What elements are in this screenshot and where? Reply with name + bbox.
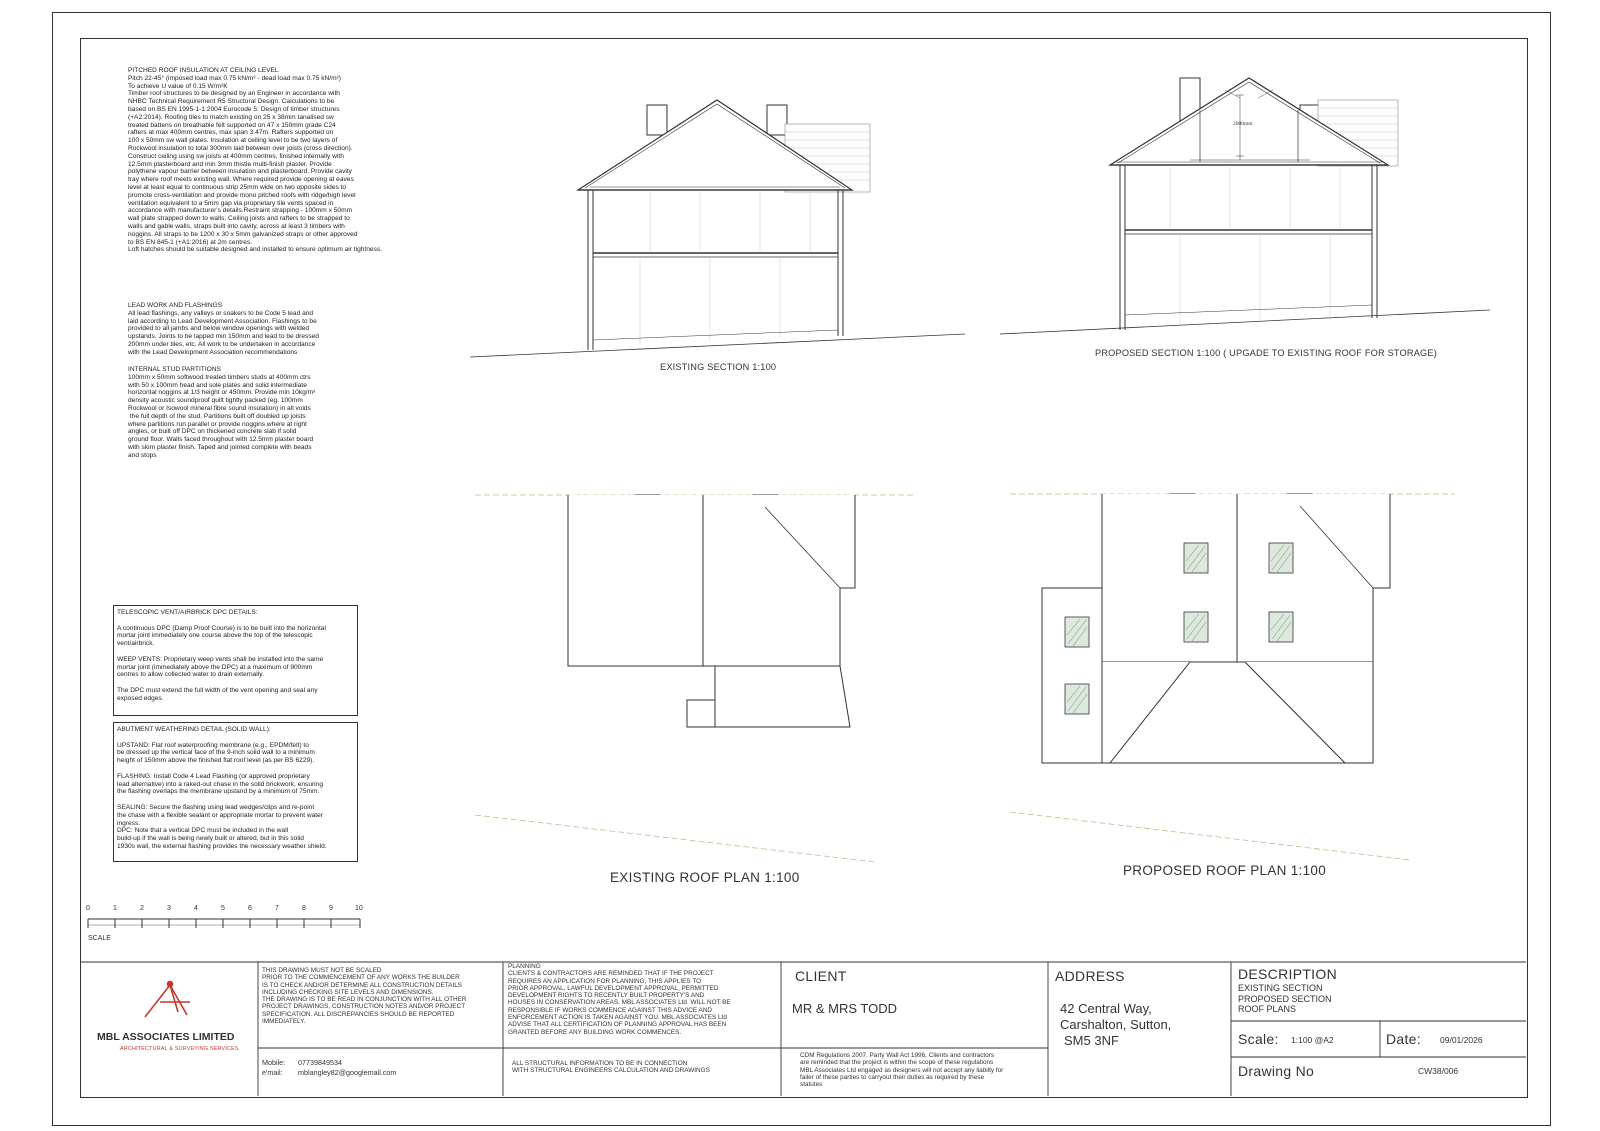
scale-tick-9: 9 — [329, 905, 333, 912]
existing-section-drawing — [470, 100, 965, 357]
telescopic-vent-box — [113, 605, 358, 716]
company-logo — [145, 982, 190, 1018]
proposed-section-title: PROPOSED SECTION 1:100 ( UPGADE TO EXISTING ROOF FOR STORAGE) — [1095, 348, 1437, 358]
date-label: Date: — [1386, 1031, 1421, 1047]
scale-tick-8: 8 — [302, 905, 306, 912]
cdm-text: CDM Regulations 2007. Party Wall Act 1996. Clients and contractors are reminded that the project is within the scope of these regulations MBL Associates Ltd engaged as designers will not accept any liabilty for failer of these parties to carryout their duties as required by these statutes — [800, 1052, 1004, 1089]
scale-tick-4: 4 — [194, 905, 198, 912]
email-label: e'mail: — [262, 1068, 283, 1077]
company-name: MBL ASSOCIATES LIMITED — [97, 1031, 235, 1043]
existing-roof-plan-drawing — [475, 495, 915, 862]
abutment-detail-notes: ABUTMENT WEATHERING DETAIL (SOLID WALL): UPSTAND: Flat roof waterproofing membrane (e.g., EPDM/felt) to be dressed up the vertical face of the 9-inch solid wall to a minimum height of 150mm above the finished flat roof level (as per BS 6229). FLASHING: Install Code 4 Lead Flashing (or approved proprietary lead alternative) into a raked-out chase in the solid brickwork, ensuring the flashing overlaps the membrane upstand by a minimum of 75mm. SEALING: Secure the flashing using lead wedges/clips and re-point the chase with a flexible sealant or appropriate mortar to prevent water ingress. DPC: Note that a vertical DPC must be included in the wall build-up if the wall is being newly built or altered, but in this solid 1930s wall, the external flashing provides the necessary weather shield. — [117, 726, 327, 850]
abutment-detail-box — [113, 722, 358, 862]
proposed-section-drawing — [1000, 78, 1490, 334]
address-label: ADDRESS — [1055, 968, 1125, 984]
lead-work-notes: LEAD WORK AND FLASHINGS All lead flashings, any valleys or soakers to be Code 5 lead and laid according to Lead Development Association. Flashings to be provided to all jambs and below window openings with welded upstands. Joints to be lapped min 150mm and lead to be dressed 200mm under tiles, etc. All work to be undertaken in accordance with the Lead Development Association recommendations — [128, 302, 319, 356]
company-subtitle: ARCHITECTURAL & SURVEYING SERVICES — [120, 1046, 239, 1052]
email-address: mblangley82@googlemail.com — [298, 1068, 397, 1077]
scale-tick-3: 3 — [167, 905, 171, 912]
scale-tick-1: 1 — [113, 905, 117, 912]
scale-label: SCALE — [88, 935, 111, 942]
address-line-2: Carshalton, Sutton, — [1060, 1017, 1172, 1032]
mobile-label: Mobile: — [262, 1058, 286, 1067]
address-line-3: SM5 3NF — [1064, 1033, 1119, 1048]
mobile-number: 07739849534 — [298, 1058, 342, 1067]
scale-label-block: Scale: — [1238, 1031, 1279, 1047]
stud-partitions-notes: INTERNAL STUD PARTITIONS 100mm x 50mm softwood treated timbers studs at 400mm ctrs with 50 x 100mm head and sole plates and solid intermediate horizontal noggins at 1/3 height or 450mm. Provide min 10kg/m³ density acoustic soundproof quilt tightly packed (eg. 100mm Rockwool or Isowool mineral fibre sound insulation) in all voids the full depth of the stud. Partitions built off doubled up joists where partitions run parallel or provide noggins where at right angles, or built off DPC on thickened concrete slab if solid ground floor. Walls faced throughout with 12.5mm plaster board with skim plaster finish. Taped and jointed complete with beads and stops — [128, 366, 316, 459]
telescopic-vent-notes: TELESCOPIC VENT/AIRBRICK DPC DETAILS: A continuous DPC (Damp Proof Course) is to be built into the horizontal mortar joint immediately one course above the top of the telescopic vent/airbrick. WEEP VENTS: Proprietary weep vents shall be installed into the same mortar joint (immediately above the DPC) at a maximum of 900mm centres to allow collected water to drain externally. The DPC must extend the full width of the vent opening and seal any exposed edges. — [117, 609, 326, 702]
client-label: CLIENT — [795, 968, 847, 984]
scale-value: 1:100 @A2 — [1291, 1035, 1334, 1045]
existing-section-title: EXISTING SECTION 1:100 — [660, 362, 777, 372]
scale-tick-0: 0 — [86, 905, 90, 912]
existing-roof-plan-title: EXISTING ROOF PLAN 1:100 — [610, 870, 800, 885]
address-line-1: 42 Central Way, — [1060, 1001, 1152, 1016]
pitched-roof-notes: PITCHED ROOF INSULATION AT CEILING LEVEL Pitch 22-45° (imposed load max 0.75 kN/m² - dead load max 0.75 kN/m²) To achieve U value of 0.15 W/m²K Timber roof structures to be designed by an Engineer in accordance with NHBC Technical Requirement R5 Structural Design. Calculations to be based on BS EN 1995-1-1:2004 Eurocode 5: Design of timber structures (+A2:2014). Roofing tiles to match existing on 25 x 38mm tanalised sw treated battens on breathable felt supported on 47 x 150mm grade C24 rafters at max 400mm centres, max span 3.47m. Rafters supported on 100 x 50mm sw wall plates. Insulation at ceiling level to be two layers of Rockwool insulation to total 300mm laid between over joists (cross direction). Construct ceiling using sw joists at 400mm centres, finished internally with 12.5mm plasterboard and min 3mm thistle multi-finish plaster. Provide polythene vapour barrier between insulation and plasterboard. Provide cavity tray where roof meets existing wall. Where required provide opening at eaves level at least equal to continuous strip 25mm wide on two opposite sides to promote cross-ventilation and provide mono pitched roofs with ridge/high level ventilation equivalent to a 5mm gap via proprietary tile vents spaced in accordance with manufacturer's details.Restraint strapping - 100mm x 50mm wall plate strapped down to walls. Ceiling joists and rafters to be strapped to walls and gable walls, straps built into cavity, across at least 3 timbers with noggins. All straps to be 1200 x 30 x 5mm galvanized straps or other approved to BS EN 845-1 (+A1:2016) at 2m centres. Loft hatches should be suitable designed and installed to ensure optimum air tightness. — [128, 67, 383, 254]
scale-bar-graphic — [88, 919, 360, 928]
drawing-no-value: CW38/006 — [1418, 1066, 1459, 1076]
drawing-no-label: Drawing No — [1238, 1063, 1315, 1079]
scale-tick-5: 5 — [221, 905, 225, 912]
scale-tick-10: 10 — [355, 905, 363, 912]
planning-text: PLANNING CLIENTS & CONTRACTORS ARE REMINDED THAT IF THE PROJECT REQUIRES AN APPLICATION FOR PLANNING, THIS APPLIES TO PRIOR APPROVAL, LAWFUL DEVELOPMENT APPROVAL, PERMITTED DEVELOPMENT RIGHTS TO RECENTLY BUILT PROPERTY'S AND HOUSES IN CONSERVATION AREAS. MBL ASSOCIATES Ltd WILL NOT BE RESPONSIBLE IF WORKS COMMENCE AGAINST THIS ADVICE AND ENFORCEMENT ACTION IS TAKEN AGAINST YOU. MBL ASSOCIATES Ltd ADVISE THAT ALL CERTIFICATION OF PLANNING APPROVAL HAS BEEN GRANTED BEFORE ANY BUILDING WORK COMMENCES. — [508, 963, 731, 1036]
date-value: 09/01/2026 — [1440, 1035, 1483, 1045]
description-label: DESCRIPTION — [1238, 966, 1337, 982]
description-text: EXISTING SECTION PROPOSED SECTION ROOF PLANS — [1238, 983, 1332, 1014]
proposed-roof-plan-drawing — [1010, 494, 1455, 860]
client-name: MR & MRS TODD — [792, 1001, 897, 1016]
dimension-label: 2000mm — [1233, 121, 1253, 127]
disclaimer-text: THIS DRAWING MUST NOT BE SCALED PRIOR TO THE COMMENCEMENT OF ANY WORKS THE BUILDER IS TO CHECK AND/OR DETERMINE ALL CONSTRUCTION DETAILS INCLUDING CHECKING SITE LEVELS AND DIMENSIONS. THE DRAWING IS TO BE READ IN CONJUNCTION WITH ALL OTHER PROJECT DRAWINGS, CONSTRUCTION NOTES AND/OR PROJECT SPECIFICATION. ALL DISCREPANCIES SHOULD BE REPORTED IMMEDIATELY. — [262, 967, 467, 1026]
scale-tick-7: 7 — [275, 905, 279, 912]
structural-text: ALL STRUCTURAL INFORMATION TO BE IN CONNECTION WITH STRUCTURAL ENGINEERS CALCULATION AND DRAWINGS — [512, 1060, 710, 1075]
proposed-roof-plan-title: PROPOSED ROOF PLAN 1:100 — [1123, 863, 1327, 878]
scale-tick-2: 2 — [140, 905, 144, 912]
scale-tick-6: 6 — [248, 905, 252, 912]
